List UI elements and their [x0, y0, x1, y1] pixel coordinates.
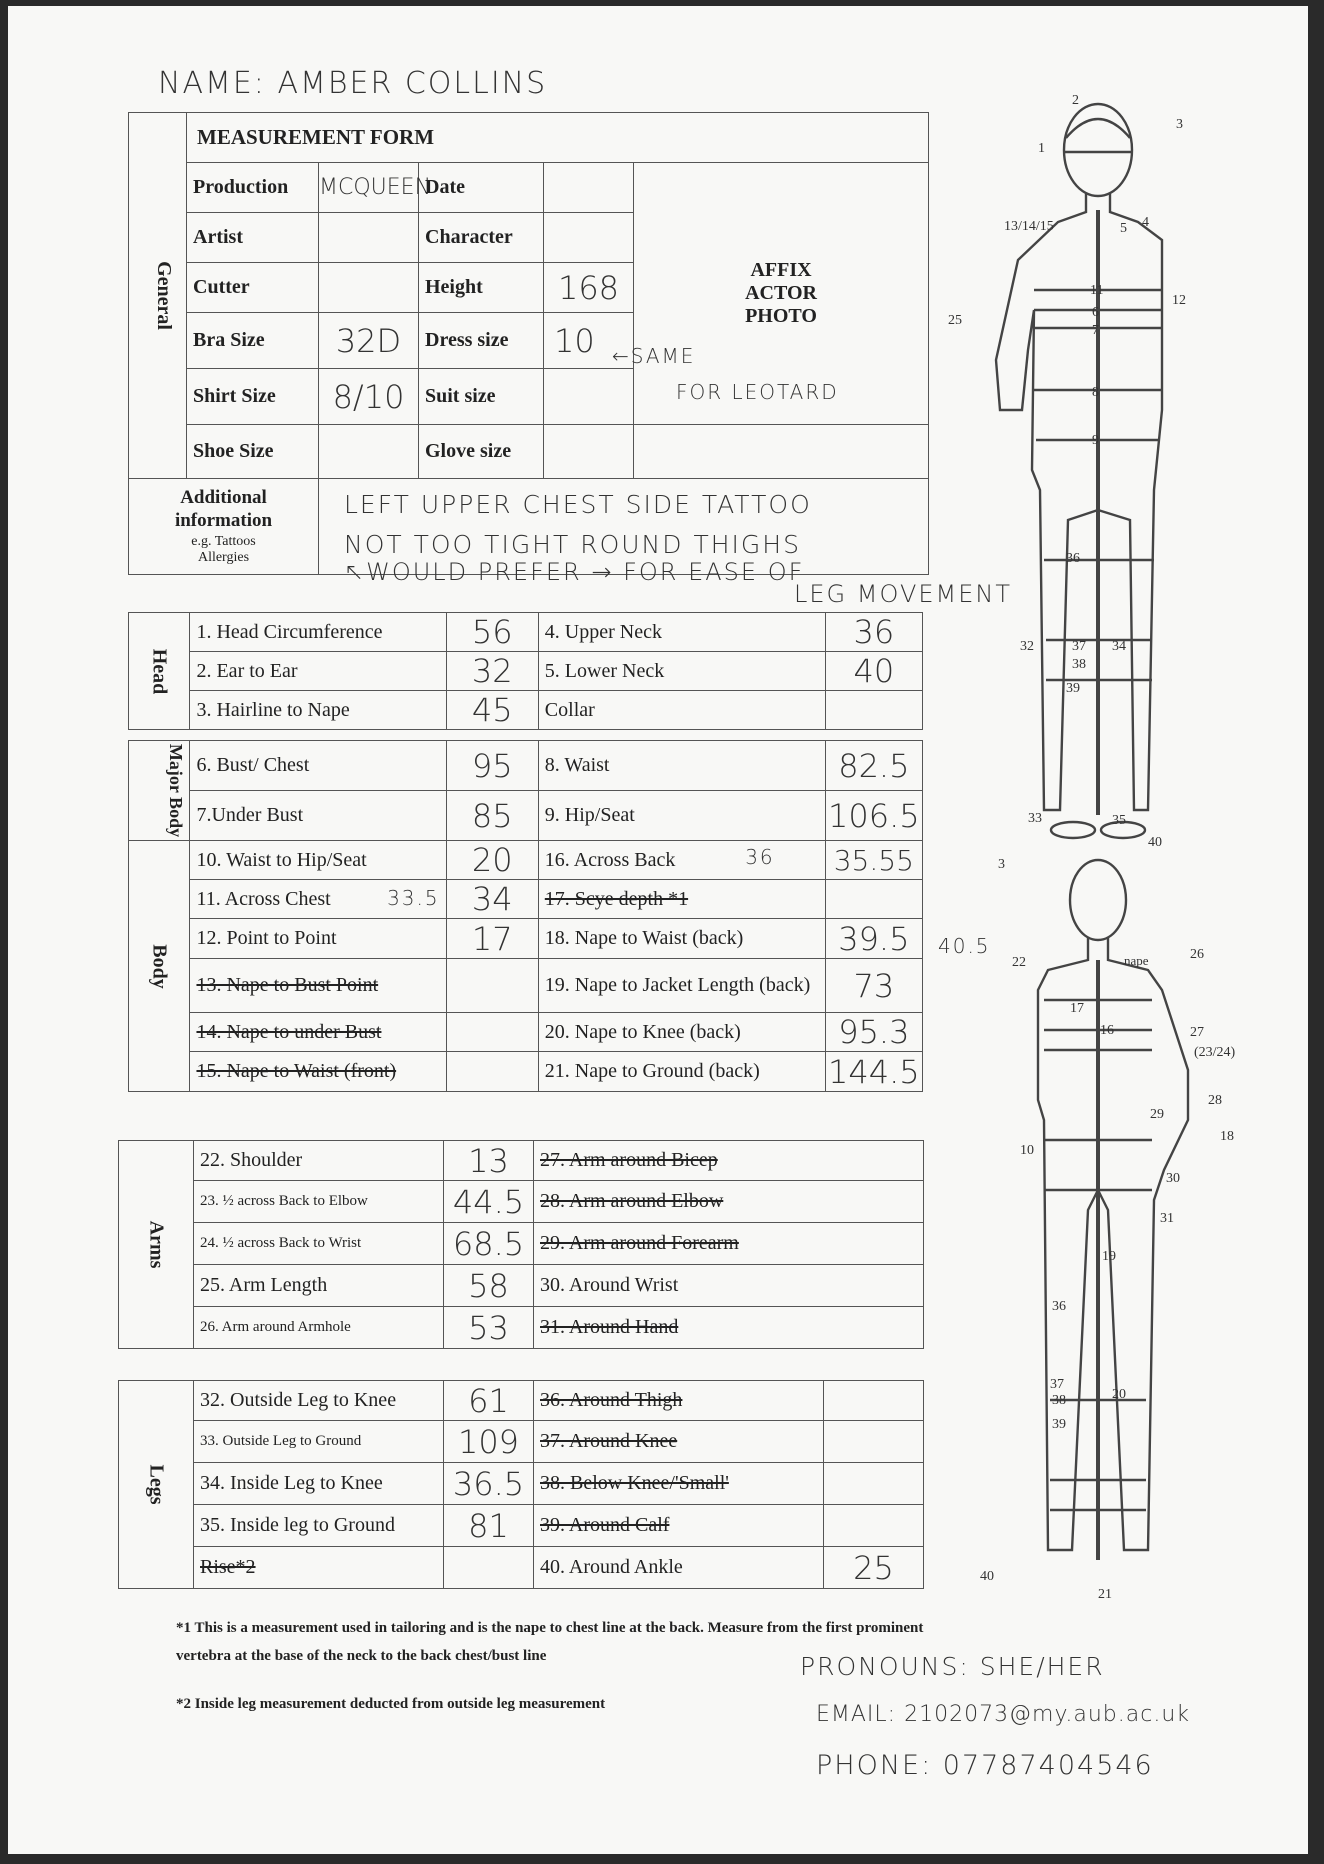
figure-point-11: 11 — [1090, 283, 1104, 298]
phone: PHONE: 07787404546 — [816, 1750, 1154, 1781]
glove-size-value[interactable] — [544, 425, 634, 479]
arms-label-26: 26. Arm around Armhole — [194, 1307, 444, 1349]
figure-point-7: 7 — [1092, 323, 1099, 338]
figure-point-13-14-15: 13/14/15 — [1004, 219, 1054, 234]
head-label-3: 3. Hairline to Nape — [190, 691, 446, 730]
body-value-14[interactable] — [446, 1013, 538, 1052]
figure-point-6: 6 — [1092, 305, 1099, 320]
dress-size-label: Dress size — [419, 313, 544, 369]
head-value-collar[interactable] — [825, 691, 922, 730]
body-measurement-figure — [948, 90, 1198, 1626]
artist-label: Artist — [187, 213, 319, 263]
head-value-2[interactable]: 32 — [446, 652, 538, 691]
figure-point-25: 25 — [948, 313, 962, 328]
body-label-16-cell: 16. Across Back 36 — [538, 841, 825, 880]
figure-back-point-39: 39 — [1052, 1417, 1066, 1432]
legs-value-33[interactable]: 109 — [444, 1421, 534, 1463]
shirt-size-value[interactable]: 8/10 — [319, 369, 419, 425]
body-label-21: 21. Nape to Ground (back) — [538, 1052, 825, 1092]
arms-label-29: 29. Arm around Forearm — [534, 1223, 924, 1265]
section-major-body: Major Body — [129, 741, 190, 841]
footnote-1-line-1: *1 This is a measurement used in tailoring and is the nape to chest line at the back. Measure from the first prominent — [176, 1620, 924, 1636]
figure-point-3: 3 — [1176, 117, 1183, 132]
body-label-13: 13. Nape to Bust Point — [190, 959, 446, 1013]
dress-size-value[interactable]: 10 — [544, 313, 634, 369]
footnote-2: *2 Inside leg measurement deducted from outside leg measurement — [176, 1696, 606, 1712]
figure-point-12: 12 — [1172, 293, 1186, 308]
additional-info-sublabel: e.g. Tattoos Allergies — [191, 534, 256, 566]
production-label: Production — [187, 163, 319, 213]
additional-info-label: Additional information — [174, 486, 273, 531]
legs-label-34: 34. Inside Leg to Knee — [194, 1463, 444, 1505]
figure-point-4: 4 — [1142, 215, 1149, 230]
figure-point-36: 36 — [1066, 551, 1080, 566]
figure-back-point-nape: nape — [1124, 953, 1149, 968]
body-label-11-cell: 11. Across Chest 33.5 — [190, 880, 446, 919]
cutter-value[interactable] — [319, 263, 419, 313]
head-label-5: 5. Lower Neck — [538, 652, 825, 691]
figure-back-point-29: 29 — [1150, 1107, 1164, 1122]
figure-point-32: 32 — [1020, 639, 1034, 654]
arms-label-30: 30. Around Wrist — [534, 1265, 924, 1307]
body-value-20[interactable]: 95.3 — [825, 1013, 922, 1052]
legs-value-37[interactable] — [824, 1421, 924, 1463]
arms-label-28: 28. Arm around Elbow — [534, 1181, 924, 1223]
body-value-12[interactable]: 17 — [446, 919, 538, 959]
figure-back-point-16: 16 — [1100, 1023, 1114, 1038]
figure-back-point-20: 20 — [1112, 1387, 1126, 1402]
body-value-19[interactable]: 73 — [825, 959, 922, 1013]
legs-value-35[interactable]: 81 — [444, 1505, 534, 1547]
body-value-15[interactable] — [446, 1052, 538, 1092]
figure-point-33: 33 — [1028, 811, 1042, 826]
arms-value-22[interactable]: 13 — [444, 1141, 534, 1181]
major-body-value-9[interactable]: 106.5 — [825, 791, 922, 841]
figure-back-point-23-24: (23/24) — [1194, 1045, 1236, 1060]
date-label: Date — [419, 163, 544, 213]
legs-value-32[interactable]: 61 — [444, 1381, 534, 1421]
head-value-1[interactable]: 56 — [446, 613, 538, 652]
figure-back-point-3: 3 — [998, 857, 1005, 872]
section-general: General — [129, 113, 187, 479]
major-body-value-8[interactable]: 82.5 — [825, 741, 922, 791]
body-value-18[interactable]: 39.5 — [825, 919, 922, 959]
suit-size-label: Suit size — [419, 369, 544, 425]
head-label-2: 2. Ear to Ear — [190, 652, 446, 691]
body-label-14: 14. Nape to under Bust — [190, 1013, 446, 1052]
body-label-17: 17. Scye depth *1 — [538, 880, 825, 919]
arms-value-26[interactable]: 53 — [444, 1307, 534, 1349]
legs-label-rise: Rise*2 — [194, 1547, 444, 1589]
figure-back-point-18: 18 — [1220, 1129, 1234, 1144]
body-note-11: 33.5 — [387, 886, 440, 910]
major-body-value-7[interactable]: 85 — [446, 791, 538, 841]
section-body: Body — [129, 841, 190, 1092]
body-label-15: 15. Nape to Waist (front) — [190, 1052, 446, 1092]
legs-value-38[interactable] — [824, 1463, 924, 1505]
character-value[interactable] — [544, 213, 634, 263]
legs-label-39: 39. Around Calf — [534, 1505, 824, 1547]
figure-point-35: 35 — [1112, 813, 1126, 828]
arms-value-23[interactable]: 44.5 — [444, 1181, 534, 1223]
major-body-label-8: 8. Waist — [538, 741, 825, 791]
legs-label-36: 36. Around Thigh — [534, 1381, 824, 1421]
height-label: Height — [419, 263, 544, 313]
arms-value-25[interactable]: 58 — [444, 1265, 534, 1307]
shirt-size-label: Shirt Size — [187, 369, 319, 425]
character-label: Character — [419, 213, 544, 263]
arms-label-23: 23. ½ across Back to Elbow — [194, 1181, 444, 1223]
figure-back-point-37: 37 — [1050, 1377, 1064, 1392]
arms-label-27: 27. Arm around Bicep — [534, 1141, 924, 1181]
figure-back-point-26: 26 — [1190, 947, 1204, 962]
legs-label-38: 38. Below Knee/'Small' — [534, 1463, 824, 1505]
front-figure-outline — [996, 104, 1162, 838]
legs-table — [118, 1380, 924, 1589]
dress-size-note-line2: FOR LEOTARD — [676, 380, 839, 404]
legs-value-36[interactable] — [824, 1381, 924, 1421]
legs-label-32: 32. Outside Leg to Knee — [194, 1381, 444, 1421]
major-body-label-7: 7.Under Bust — [190, 791, 446, 841]
body-value-16[interactable]: 35.55 — [825, 841, 922, 880]
head-value-5[interactable]: 40 — [825, 652, 922, 691]
figure-point-40: 40 — [1148, 835, 1162, 850]
legs-value-rise[interactable] — [444, 1547, 534, 1589]
figure-back-point-30: 30 — [1166, 1171, 1180, 1186]
section-legs: Legs — [119, 1381, 194, 1589]
legs-label-35: 35. Inside leg to Ground — [194, 1505, 444, 1547]
figure-back-point-22: 22 — [1012, 955, 1026, 970]
figure-back-point-31: 31 — [1160, 1211, 1174, 1226]
additional-line-2: NOT TOO TIGHT ROUND THIGHS — [344, 530, 801, 559]
body-label-20: 20. Nape to Knee (back) — [538, 1013, 825, 1052]
figure-back-point-17: 17 — [1070, 1001, 1084, 1016]
date-value[interactable] — [544, 163, 634, 213]
arms-value-24[interactable]: 68.5 — [444, 1223, 534, 1265]
email: EMAIL: 2102073@my.aub.ac.uk — [816, 1702, 1191, 1727]
body-label-18: 18. Nape to Waist (back) — [538, 919, 825, 959]
artist-value[interactable] — [319, 213, 419, 263]
major-body-value-6[interactable]: 95 — [446, 741, 538, 791]
head-label-collar: Collar — [538, 691, 825, 730]
body-label-10: 10. Waist to Hip/Seat — [190, 841, 446, 880]
major-body-label-6: 6. Bust/ Chest — [190, 741, 446, 791]
body-label-19: 19. Nape to Jacket Length (back) — [538, 959, 825, 1013]
body-value-11[interactable]: 34 — [446, 880, 538, 919]
back-figure-outline — [1038, 860, 1188, 1560]
figure-point-2: 2 — [1072, 93, 1079, 108]
figure-back-point-28: 28 — [1208, 1093, 1222, 1108]
figure-point-9: 9 — [1092, 433, 1099, 448]
body-note-16: 36 — [745, 845, 775, 869]
figure-back-point-36: 36 — [1052, 1299, 1066, 1314]
height-value[interactable]: 168 — [544, 263, 634, 313]
actor-name: NAME: AMBER COLLINS — [158, 66, 548, 101]
shoe-size-value[interactable] — [319, 425, 419, 479]
head-label-4: 4. Upper Neck — [538, 613, 825, 652]
affix-photo-label: AFFIX ACTOR PHOTO — [745, 259, 817, 327]
figure-point-1: 1 — [1038, 141, 1045, 156]
figure-back-point-21: 21 — [1098, 1587, 1112, 1602]
dress-size-note — [8, 6, 53, 7]
bra-size-label: Bra Size — [187, 313, 319, 369]
section-arms: Arms — [119, 1141, 194, 1349]
legs-value-39[interactable] — [824, 1505, 924, 1547]
figure-point-34: 34 — [1112, 639, 1126, 654]
form-title: MEASUREMENT FORM — [187, 113, 929, 163]
head-label-1: 1. Head Circumference — [190, 613, 446, 652]
arms-label-22: 22. Shoulder — [194, 1141, 444, 1181]
section-head: Head — [129, 613, 190, 730]
arms-label-25: 25. Arm Length — [194, 1265, 444, 1307]
footnote-1-line-2: vertebra at the base of the neck to the back chest/bust line — [176, 1648, 547, 1664]
figure-back-point-40: 40 — [980, 1569, 994, 1584]
cutter-label: Cutter — [187, 263, 319, 313]
additional-line-1: LEFT UPPER CHEST SIDE TATTOO — [344, 490, 812, 519]
body-value-13[interactable] — [446, 959, 538, 1013]
body-value-10[interactable]: 20 — [446, 841, 538, 880]
figure-point-39: 39 — [1066, 681, 1080, 696]
figure-point-8: 8 — [1092, 385, 1099, 400]
additional-line-4: LEG MOVEMENT — [794, 580, 1013, 608]
measurement-form-page — [8, 6, 1308, 1854]
body-value-21[interactable]: 144.5 — [825, 1052, 922, 1092]
head-value-4[interactable]: 36 — [825, 613, 922, 652]
figure-back-point-27: 27 — [1190, 1025, 1204, 1040]
arms-label-24: 24. ½ across Back to Wrist — [194, 1223, 444, 1265]
legs-label-33: 33. Outside Leg to Ground — [194, 1421, 444, 1463]
dress-size-note-line1: ←SAME — [612, 344, 696, 368]
production-value[interactable]: MCQUEEN — [319, 163, 419, 213]
photo-box-bottom — [634, 425, 929, 479]
legs-value-34[interactable]: 36.5 — [444, 1463, 534, 1505]
legs-value-40[interactable]: 25 — [824, 1547, 924, 1589]
body-table — [128, 740, 923, 1092]
additional-info-label-cell — [129, 479, 319, 575]
head-value-3[interactable]: 45 — [446, 691, 538, 730]
body-label-12: 12. Point to Point — [190, 919, 446, 959]
arms-label-31: 31. Around Hand — [534, 1307, 924, 1349]
suit-size-value[interactable] — [544, 369, 634, 425]
additional-line-3: ↖WOULD PREFER → FOR EASE OF — [344, 558, 805, 586]
figure-point-5: 5 — [1120, 221, 1127, 236]
body-value-17[interactable] — [825, 880, 922, 919]
bra-size-value[interactable]: 32D — [319, 313, 419, 369]
pronouns: PRONOUNS: SHE/HER — [800, 1652, 1105, 1681]
figure-back-point-10: 10 — [1020, 1143, 1034, 1158]
figure-point-37: 37 — [1072, 639, 1086, 654]
figure-back-point-38: 38 — [1052, 1393, 1066, 1408]
glove-size-label: Glove size — [419, 425, 544, 479]
major-body-label-9: 9. Hip/Seat — [538, 791, 825, 841]
body-note-18: 40.5 — [938, 934, 991, 958]
arms-table — [118, 1140, 924, 1349]
legs-label-37: 37. Around Knee — [534, 1421, 824, 1463]
head-table — [128, 612, 923, 730]
legs-label-40: 40. Around Ankle — [534, 1547, 824, 1589]
figure-point-38: 38 — [1072, 657, 1086, 672]
shoe-size-label: Shoe Size — [187, 425, 319, 479]
figure-back-point-19: 19 — [1102, 1249, 1116, 1264]
